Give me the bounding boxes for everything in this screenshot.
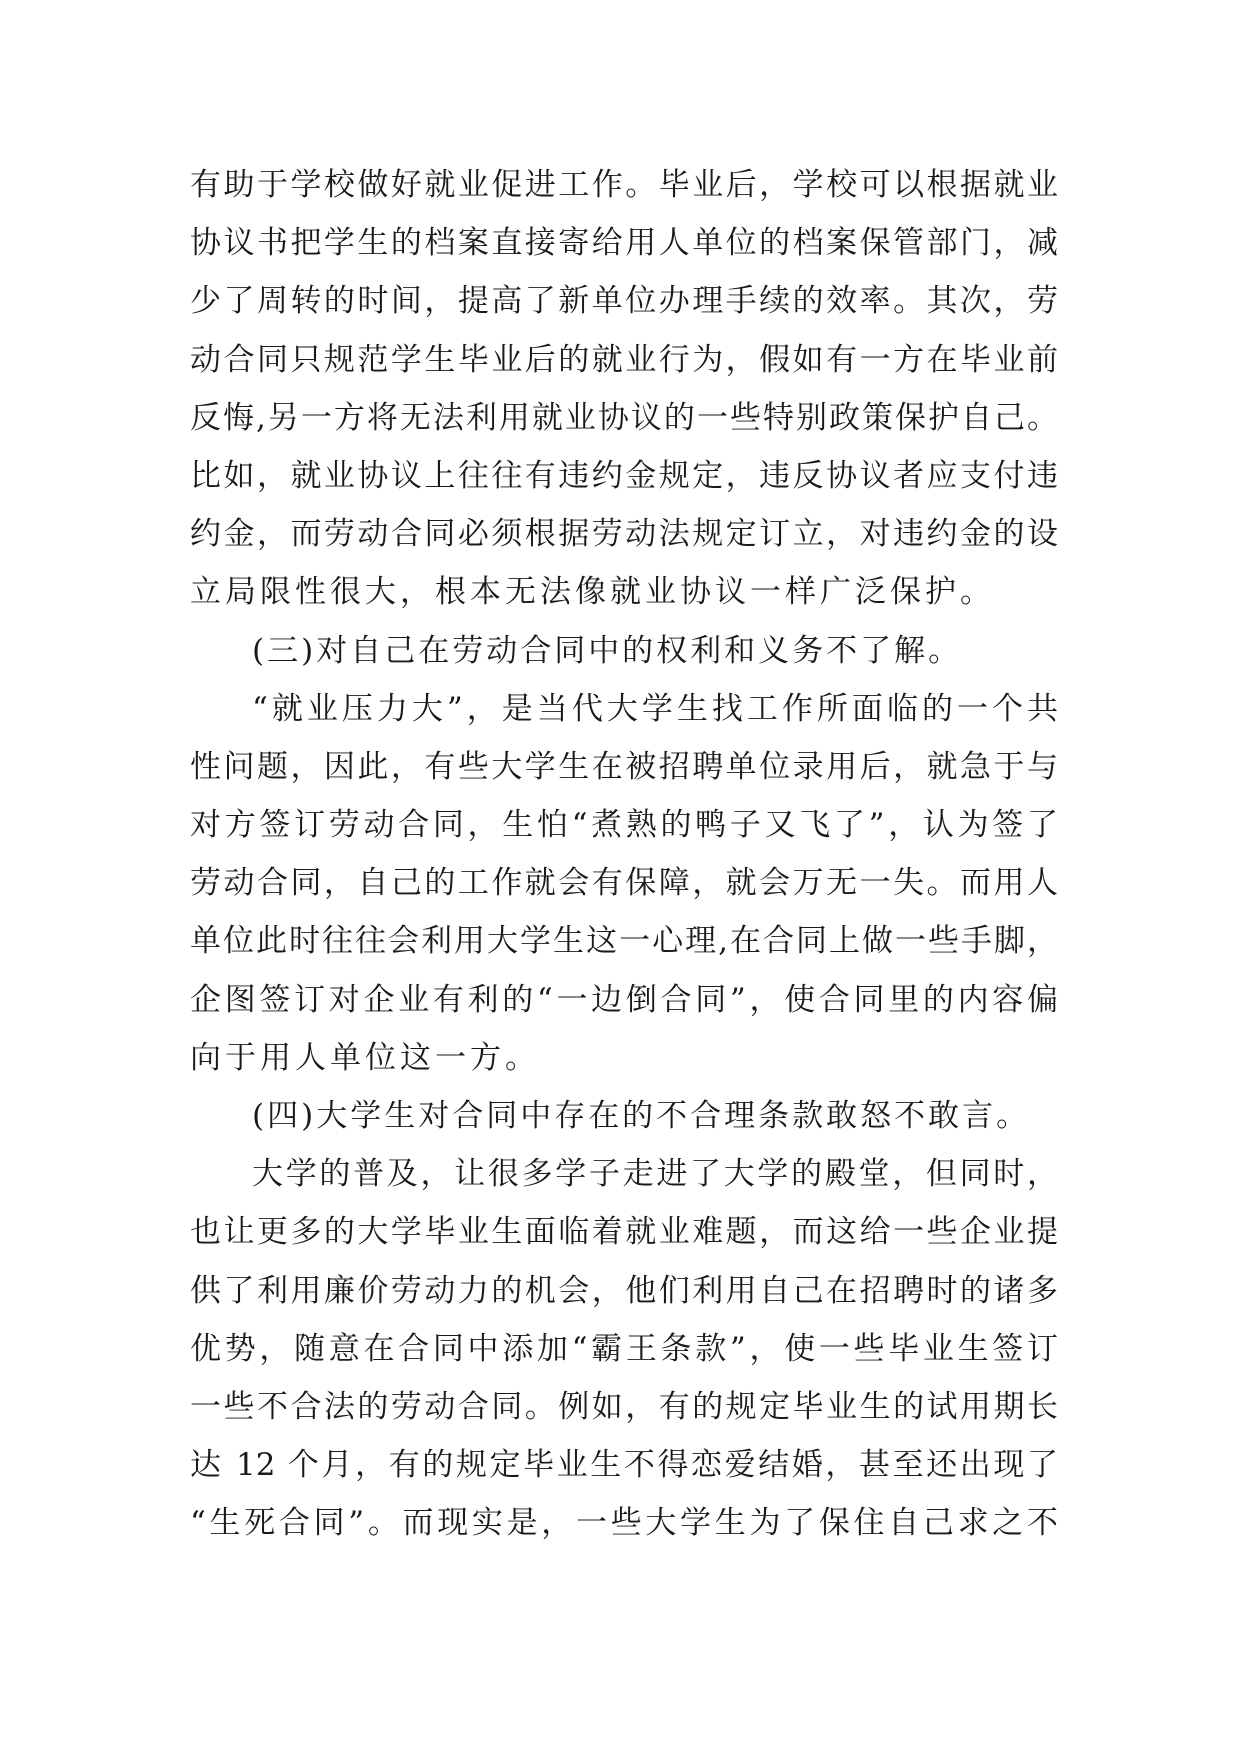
text-line: 劳动合同，自己的工作就会有保障，就会万无一失。而用人 (190, 865, 1058, 902)
section-heading: (三)对自己在劳动合同中的权利和义务不了解。 (252, 632, 963, 669)
text-line: 单位此时往往会利用大学生这一心理,在合同上做一些手脚， (190, 923, 1058, 960)
text-line: 向于用人单位这一方。 (190, 1039, 540, 1076)
text-line: 达 12 个月，有的规定毕业生不得恋爱结婚，甚至还出现了 (190, 1447, 1058, 1484)
paragraph-first-line: “就业压力大”，是当代大学生找工作所面临的一个共 (252, 690, 1058, 727)
text-line: 协议书把学生的档案直接寄给用人单位的档案保管部门，减 (190, 225, 1058, 262)
text-line: 约金，而劳动合同必须根据劳动法规定订立，对违约金的设 (190, 516, 1058, 553)
text-line: 动合同只规范学生毕业后的就业行为，假如有一方在毕业前 (190, 341, 1058, 378)
text-line: 也让更多的大学毕业生面临着就业难题，而这给一些企业提 (190, 1214, 1058, 1251)
paragraph-first-line: 大学的普及，让很多学子走进了大学的殿堂，但同时， (252, 1156, 1058, 1193)
text-line: 一些不合法的劳动合同。例如，有的规定毕业生的试用期长 (190, 1388, 1058, 1425)
text-line: 有助于学校做好就业促进工作。毕业后，学校可以根据就业 (190, 167, 1058, 203)
text-line: 优势，随意在合同中添加“霸王条款”，使一些毕业生签订 (190, 1330, 1058, 1367)
section-heading: (四)大学生对合同中存在的不合理条款敢怒不敢言。 (252, 1098, 1031, 1134)
body-text (190, 156, 1058, 1553)
text-line: 立局限性很大，根本无法像就业协议一样广泛保护。 (190, 574, 995, 611)
text-line: 反悔,另一方将无法利用就业协议的一些特别政策保护自己。 (190, 399, 1058, 436)
text-line: 对方签订劳动合同，生怕“煮熟的鸭子又飞了”，认为签了 (190, 807, 1058, 844)
text-line: 供了利用廉价劳动力的机会，他们利用自己在招聘时的诸多 (190, 1272, 1058, 1309)
text-line: “生死合同”。而现实是，一些大学生为了保住自己求之不 (190, 1505, 1058, 1542)
text-line: 少了周转的时间，提高了新单位办理手续的效率。其次，劳 (190, 283, 1058, 320)
text-line: 性问题，因此，有些大学生在被招聘单位录用后，就急于与 (190, 748, 1058, 785)
text-line: 比如，就业协议上往往有违约金规定，违反协议者应支付违 (190, 457, 1058, 494)
text-line: 企图签订对企业有利的“一边倒合同”，使合同里的内容偏 (190, 981, 1058, 1018)
